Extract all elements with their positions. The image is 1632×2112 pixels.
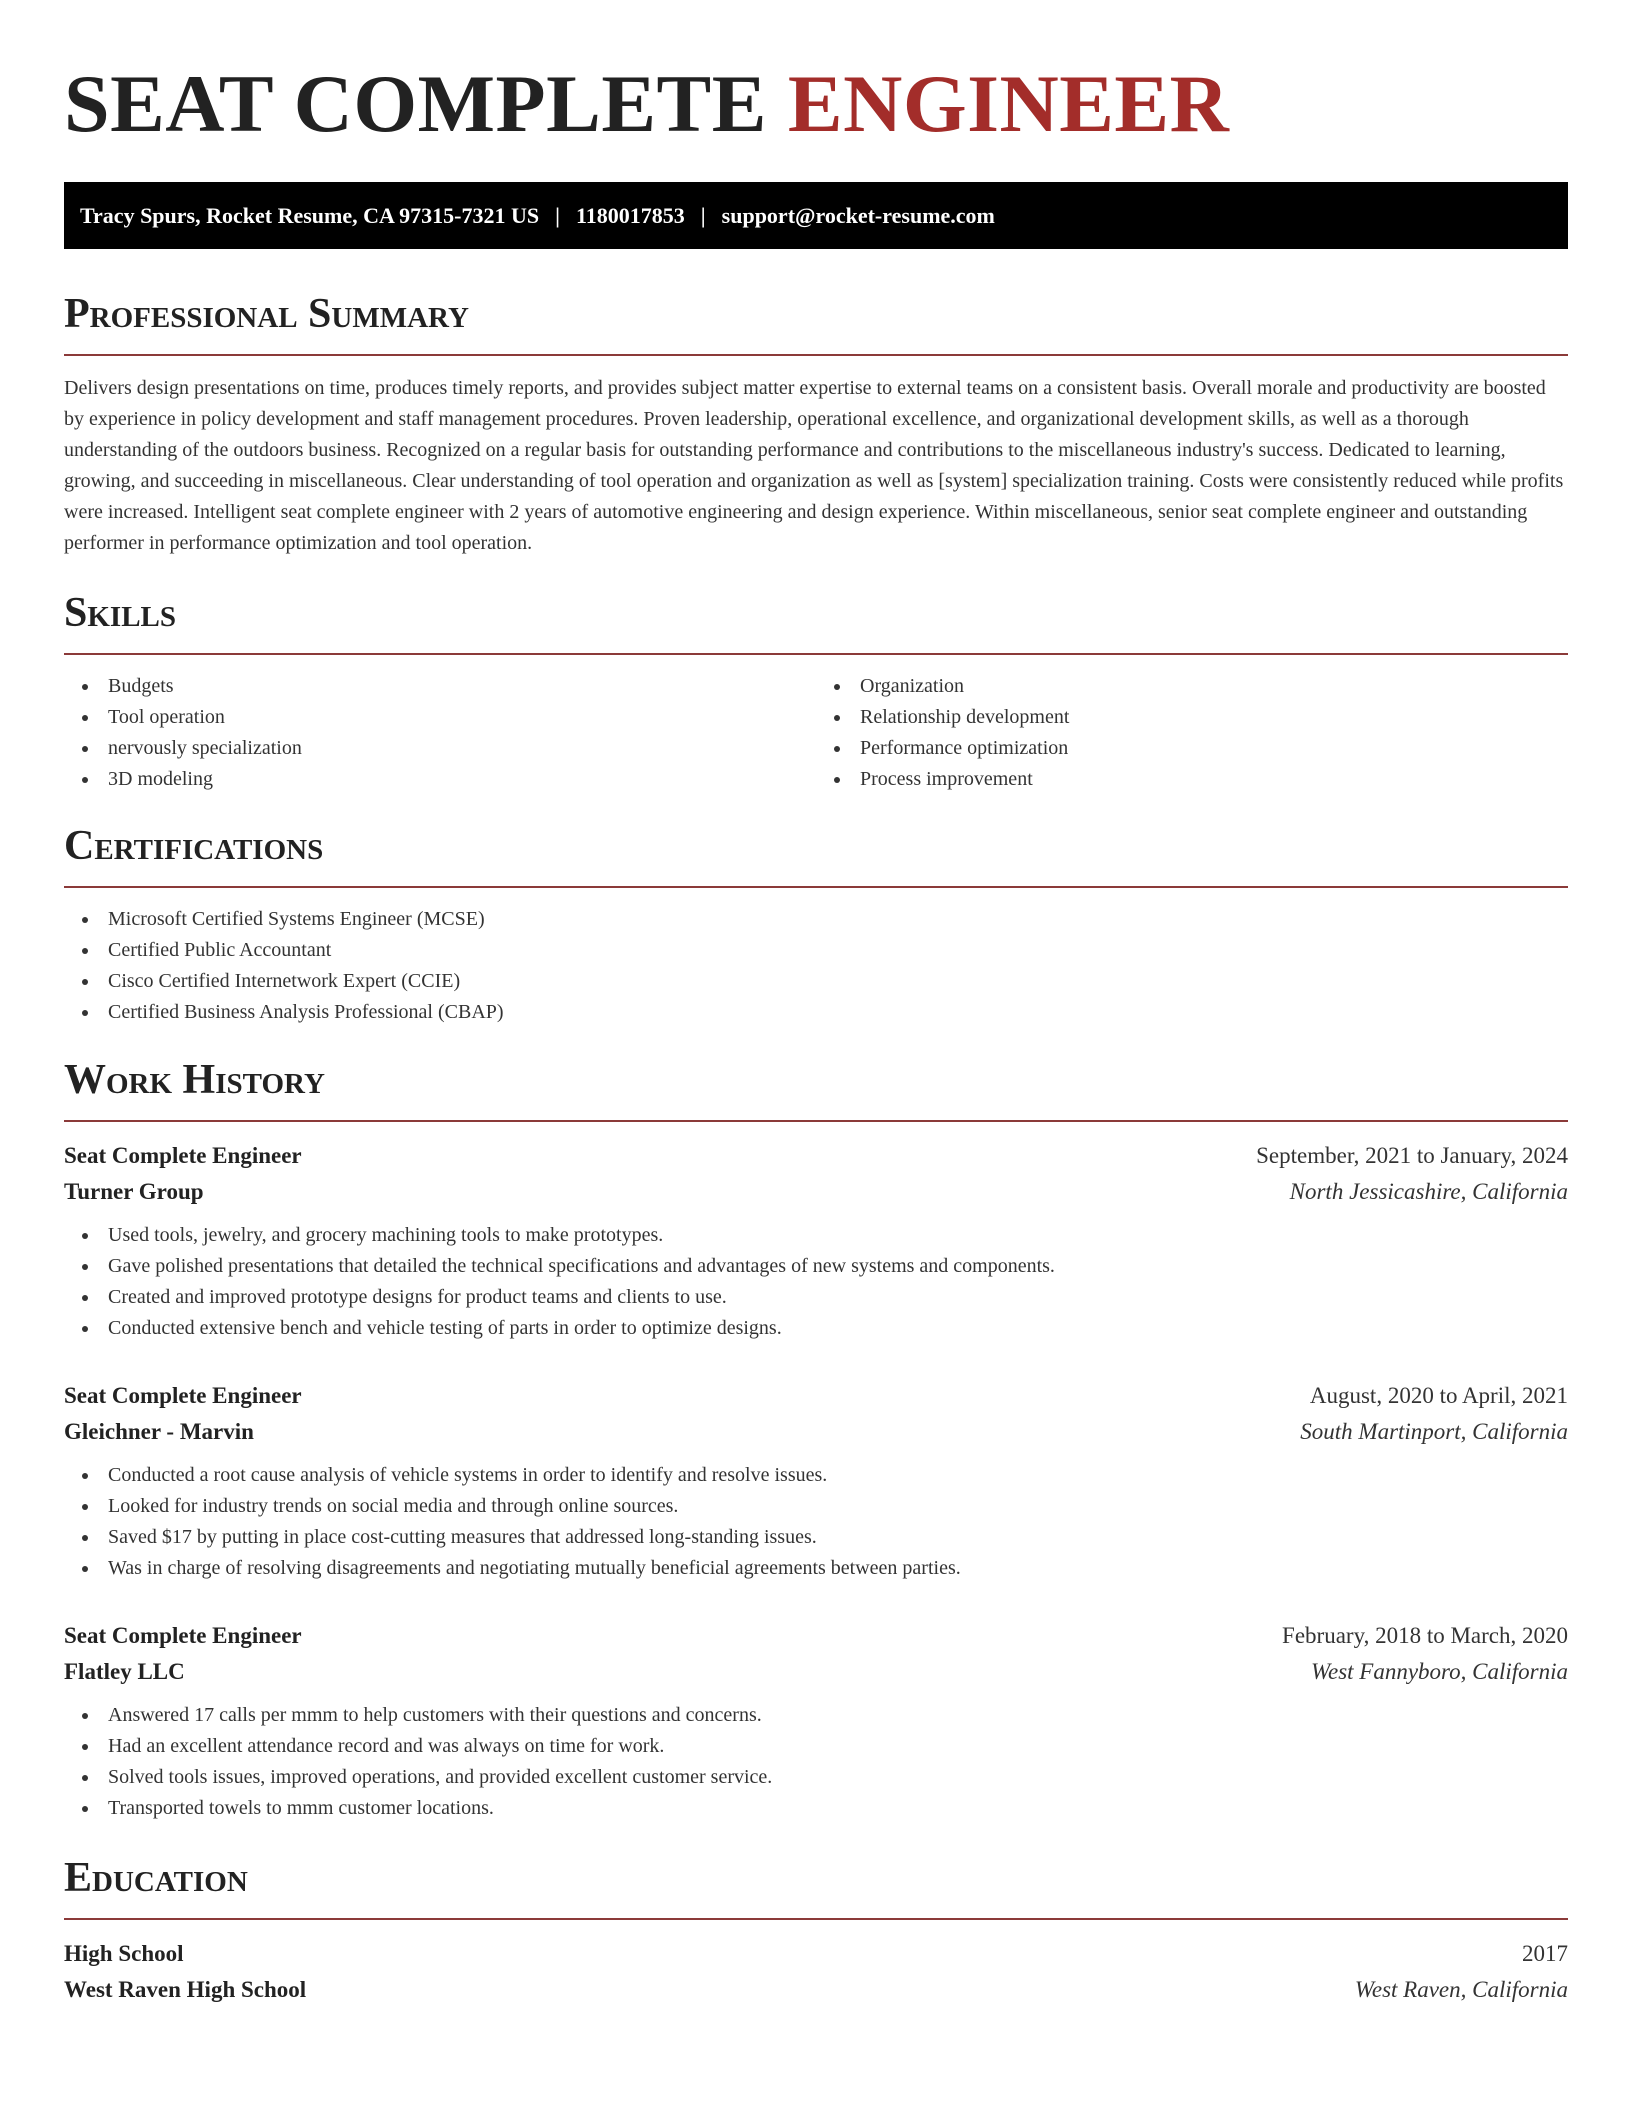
certifications-heading: Certifications: [64, 823, 324, 869]
job-bullets: [64, 1460, 1568, 1584]
job-dates: August, 2020 to April, 2021: [1309, 1383, 1568, 1408]
job-header-row: [64, 1618, 1568, 1654]
job-dates: September, 2021 to January, 2024: [1256, 1143, 1568, 1168]
job-company-row: [64, 1654, 1568, 1690]
job-bullet: Conducted a root cause analysis of vehicle systems in order to identify and resolve issues.: [64, 1460, 1568, 1491]
section-divider: [64, 653, 1568, 655]
job-company-row: [64, 1174, 1568, 1210]
education-entry: [64, 1936, 1568, 2008]
job-entry: [64, 1618, 1568, 1824]
work-history-heading: Work History: [64, 1057, 325, 1103]
section-divider: [64, 1918, 1568, 1920]
certification-item: Microsoft Certified Systems Engineer (MCSE): [64, 904, 1568, 935]
resume-name: [64, 0, 1568, 150]
job-bullet: Solved tools issues, improved operations, and provided excellent customer service.: [64, 1762, 1568, 1793]
job-bullet: Used tools, jewelry, and grocery machining tools to make prototypes.: [64, 1220, 1568, 1251]
job-bullet: Was in charge of resolving disagreements and negotiating mutually beneficial agreements between parties.: [64, 1553, 1568, 1584]
job-title: Seat Complete Engineer: [64, 1143, 302, 1168]
skill-item: Organization: [816, 671, 1568, 702]
job-bullet: Saved $17 by putting in place cost-cutting measures that addressed long-standing issues.: [64, 1522, 1568, 1553]
education-school-row: [64, 1972, 1568, 2008]
job-company: Turner Group: [64, 1179, 204, 1204]
certifications-section: [64, 822, 1568, 1028]
name-part-1: SEAT COMPLETE: [64, 58, 767, 149]
contact-phone[interactable]: 1180017853: [576, 202, 685, 228]
work-history-section: [64, 1056, 1568, 1824]
job-company: Flatley LLC: [64, 1659, 185, 1684]
job-company-row: [64, 1414, 1568, 1450]
contact-separator: |: [700, 202, 706, 228]
skill-item: Performance optimization: [816, 733, 1568, 764]
job-bullet: Looked for industry trends on social media and through online sources.: [64, 1491, 1568, 1522]
education-header-row: [64, 1936, 1568, 1972]
job-bullets: [64, 1220, 1568, 1344]
job-header-row: [64, 1378, 1568, 1414]
job-header-row: [64, 1138, 1568, 1174]
education-heading: Education: [64, 1855, 248, 1901]
skills-section: [64, 589, 1568, 795]
job-location: South Martinport, California: [1300, 1419, 1568, 1444]
job-dates: February, 2018 to March, 2020: [1282, 1623, 1568, 1648]
resume-content: [64, 0, 1568, 2008]
skill-item: 3D modeling: [64, 764, 816, 795]
skills-heading: Skills: [64, 590, 177, 636]
summary-text: Delivers design presentations on time, produces timely reports, and provides subject matter expertise to external teams on a consistent basis. Overall morale and productivity are boosted by experience in policy development and staff management procedures. Proven leadership, operational excellence, and organizational development skills, as well as a thorough understanding of the outdoors business. Recognized on a regular basis for outstanding performance and contributions to the miscellaneous industry's success. Dedicated to learning, growing, and succeeding in miscellaneous. Clear understanding of tool operation and organization as well as [system] specialization training. Costs were consistently reduced while profits were increased. Intelligent seat complete engineer with 2 years of automotive engineering and design experience. Within miscellaneous, senior seat complete engineer and outstanding performer in performance optimization and tool operation.: [64, 377, 1564, 554]
education-section: [64, 1854, 1568, 2008]
education-school: West Raven High School: [64, 1977, 307, 2002]
job-location: North Jessicashire, California: [1289, 1179, 1568, 1204]
job-entry: [64, 1138, 1568, 1344]
education-year: 2017: [1522, 1941, 1568, 1966]
contact-separator: |: [555, 202, 560, 228]
skill-item: Budgets: [64, 671, 816, 702]
skill-item: Process improvement: [816, 764, 1568, 795]
contact-email[interactable]: support@rocket-resume.com: [721, 202, 995, 228]
job-title: Seat Complete Engineer: [64, 1383, 302, 1408]
skills-list-left: [64, 671, 816, 795]
summary-heading: Professional Summary: [64, 291, 469, 337]
education-degree: High School: [64, 1941, 184, 1966]
job-bullet: Conducted extensive bench and vehicle testing of parts in order to optimize designs.: [64, 1313, 1568, 1344]
summary-section: [64, 290, 1568, 559]
skills-list-right: [816, 671, 1568, 795]
skills-grid: [64, 671, 1568, 795]
job-entry: [64, 1378, 1568, 1584]
section-divider: [64, 1120, 1568, 1122]
job-bullet: Transported towels to mmm customer locations.: [64, 1793, 1568, 1824]
job-bullet: Created and improved prototype designs for product teams and clients to use.: [64, 1282, 1568, 1313]
job-bullets: [64, 1700, 1568, 1824]
job-bullet: Gave polished presentations that detailed the technical specifications and advantages of new systems and components.: [64, 1251, 1568, 1282]
certification-item: Certified Public Accountant: [64, 935, 1568, 966]
job-bullet: Answered 17 calls per mmm to help customers with their questions and concerns.: [64, 1700, 1568, 1731]
skill-item: Relationship development: [816, 702, 1568, 733]
skill-item: nervously specialization: [64, 733, 816, 764]
job-bullet: Had an excellent attendance record and was always on time for work.: [64, 1731, 1568, 1762]
contact-bar: [64, 182, 1568, 249]
job-company: Gleichner - Marvin: [64, 1419, 254, 1444]
name-part-2: ENGINEER: [787, 58, 1230, 149]
certification-item: Certified Business Analysis Professional (CBAP): [64, 997, 1568, 1028]
certifications-list: [64, 904, 1568, 1028]
certification-item: Cisco Certified Internetwork Expert (CCIE): [64, 966, 1568, 997]
skill-item: Tool operation: [64, 702, 816, 733]
job-location: West Fannyboro, California: [1310, 1659, 1568, 1684]
section-divider: [64, 886, 1568, 888]
section-divider: [64, 354, 1568, 356]
job-title: Seat Complete Engineer: [64, 1623, 302, 1648]
education-location: West Raven, California: [1354, 1977, 1568, 2002]
contact-address: Tracy Spurs, Rocket Resume, CA 97315-7321 US: [80, 202, 540, 228]
